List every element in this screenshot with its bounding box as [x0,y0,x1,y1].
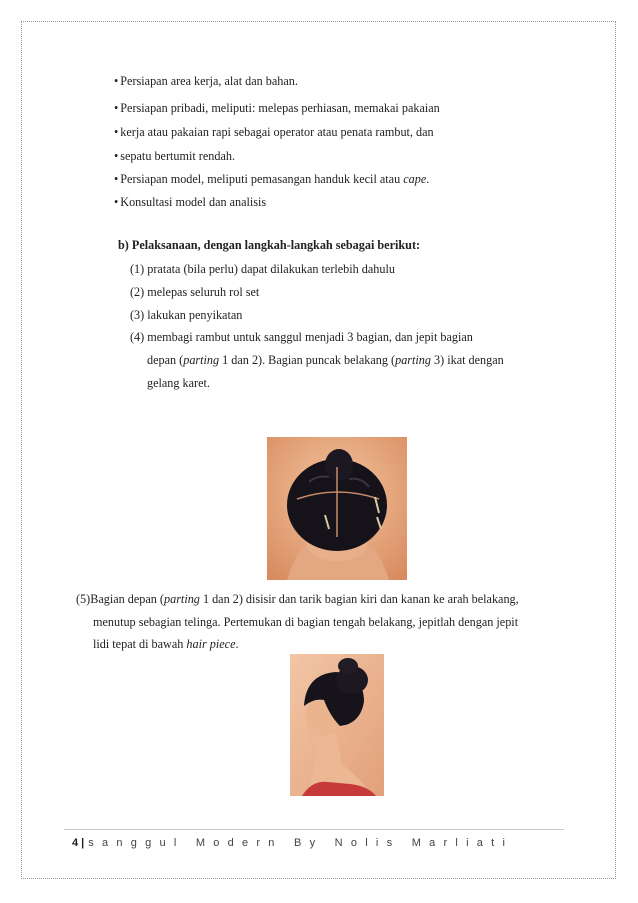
bullet-item: • sepatu bertumit rendah. [114,149,235,163]
bullet-item: • Persiapan model, meliputi pemasangan handuk kecil atau cape. [114,172,429,186]
bullet-item: • kerja atau pakaian rapi sebagai operator atau penata rambut, dan [114,125,434,139]
step-item: (2) melepas seluruh rol set [130,285,260,299]
step-item: (4) membagi rambut untuk sanggul menjadi 3 bagian, dan jepit bagian [130,330,473,344]
bullet-item: • Persiapan area kerja, alat dan bahan. [114,74,298,88]
step-item-continued: menutup sebagian telinga. Pertemukan di bagian tengah belakang, jepitlah dengan jepit [93,615,519,629]
step-item-continued: gelang karet. [147,376,210,390]
footer-title: s a n g g u l M o d e r n B y N o l i s M a r l i a t i [88,837,508,849]
step-item: (5)Bagian depan (parting 1 dan 2) disisir dan tarik bagian kiri dan kanan ke arah belakang, [76,592,519,606]
step-item: (1) pratata (bila perlu) dapat dilakukan terlebih dahulu [130,262,395,276]
step-item-continued: depan (parting 1 dan 2). Bagian puncak belakang (parting 3) ikat dengan [147,353,504,367]
section-heading: b) Pelaksanaan, dengan langkah-langkah sebagai berikut: [118,238,421,252]
page-footer [72,837,508,849]
footer-separator: | [81,837,85,849]
hair-parting-photo [267,437,407,580]
bullet-item: • Persiapan pribadi, meliputi: melepas perhiasan, memakai pakaian [114,101,440,115]
step-item-continued: lidi tepat di bawah hair piece. [93,637,239,651]
bullet-item: • Konsultasi model dan analisis [114,195,266,209]
hair-bun-photo [290,654,384,796]
page-number: 4 [72,837,79,849]
footer-divider [64,829,564,830]
step-item: (3) lakukan penyikatan [130,308,243,322]
